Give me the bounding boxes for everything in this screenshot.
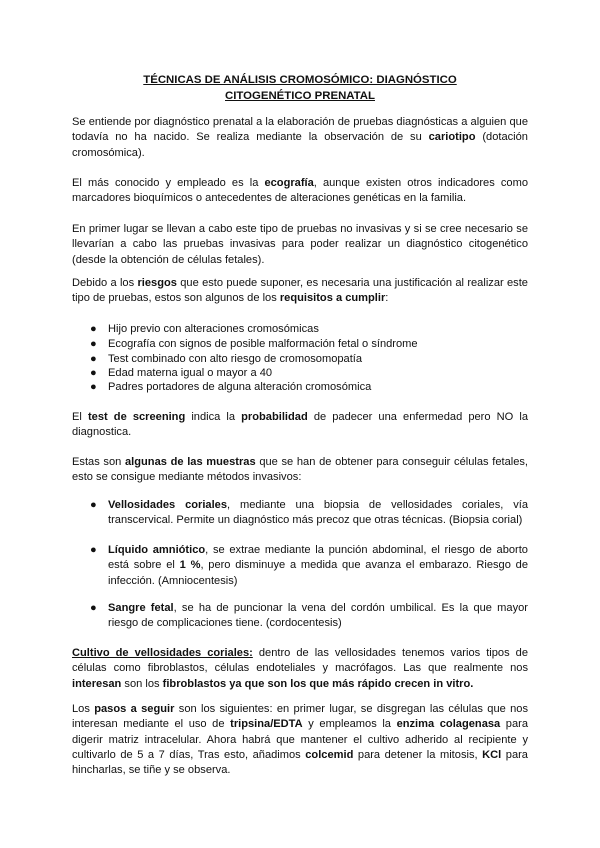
p8-text-k: para hincharlas, se tiñe y se observa. — [72, 748, 528, 777]
p1-text-a: Se entiende por diagnóstico prenatal a la elaboración de pruebas diagnósticas a alguien que todavía no ha nacido. Se realiza mediante la observación de su — [72, 116, 528, 144]
bullet-icon: ● — [90, 381, 97, 393]
p8-text-a: Los — [72, 703, 95, 715]
list-item-text: Ecografía con signos de posible malformación fetal o síndrome — [108, 338, 418, 350]
p5-bold-test: test de screening — [87, 411, 186, 423]
p5-text-e: de padecer una enfermedad pero NO la diagnostica. — [72, 411, 529, 439]
p8-bold-kcl: KCl — [482, 748, 502, 761]
paragraph-ecografia — [72, 176, 528, 207]
p1-bold-cariotipo: cariotipo — [428, 131, 476, 144]
list-item-text — [108, 601, 528, 632]
p2-bold-ecografia: ecografía — [264, 177, 314, 189]
muestra-description: , mediante una biopsia de vellosidades coriales, vía transcervical. Permite un diagnóstico más precoz que otras técnicas. (Biopsia corial) — [108, 499, 529, 527]
document-title-line-2: CITOGENÉTICO PRENATAL — [225, 90, 375, 102]
p4-bold-requisitos: requisitos a cumplir — [279, 292, 386, 305]
p3-text: En primer lugar se llevan a cabo este tipo de pruebas no invasivas y si se cree necesario se llevarían a cabo las pruebas invasivas para poder realizar un diagnóstico citogenético (desde la obtención de células fetales). — [72, 223, 528, 266]
list-item-text — [108, 543, 528, 589]
p4-text-c: que esto puede suponer, es necesaria una justificación al realizar este tipo de pruebas, estos son algunos de los — [72, 277, 528, 305]
muestra-description: , se ha de puncionar la vena del cordón umbilical. Es la que mayor riesgo de complicaciones tiene. (cordocentesis) — [108, 602, 528, 630]
paragraph-muestras — [72, 455, 528, 486]
p8-text-i: para detener la mitosis, — [353, 748, 483, 761]
list-item-text — [108, 498, 528, 529]
bullet-icon: ● — [90, 367, 97, 379]
p4-bold-riesgos: riesgos — [137, 277, 177, 289]
p7-bold-fibroblastos: fibroblastos ya que son los que más rápido crecen in vitro. — [162, 677, 474, 690]
p6-text-a: Estas son — [72, 456, 125, 468]
cultivo-heading: Cultivo de vellosidades coriales: — [72, 647, 253, 659]
p8-bold-tripsina: tripsina/EDTA — [230, 718, 303, 731]
p4-text-a: Debido a los — [72, 277, 138, 289]
bullet-icon: ● — [90, 353, 97, 365]
list-item-text: Test combinado con alto riesgo de cromosomopatía — [108, 353, 363, 365]
p8-text-g: para digerir matriz intracelular. Ahora habrá que mantener el cultivo adherido al recipiente y cultivarlo de 5 a 7 días, Tras esto, añadimos — [72, 718, 529, 761]
bullet-icon: ● — [90, 544, 97, 556]
p8-bold-colcemid: colcemid — [305, 748, 354, 761]
muestra-description-b: , pero disminuye a medida que avanza el embarazo. Riesgo de infección. (Amniocentesis) — [108, 559, 528, 587]
paragraph-pruebas-invasivas — [72, 222, 528, 268]
bullet-icon: ● — [90, 323, 97, 335]
p7-text-a: dentro de las vellosidades tenemos varios tipos de células como fibroblastos, células endoteliales y macrófagos. Las que realmente nos — [72, 647, 528, 675]
paragraph-riesgos — [72, 276, 528, 307]
p6-text-c: que se han de obtener para conseguir células fetales, esto se consigue mediante métodos invasivos: — [72, 456, 529, 484]
paragraph-cultivo — [72, 646, 528, 692]
p4-text-e: : — [385, 292, 389, 305]
p8-text-e: y empleamos la — [302, 718, 397, 731]
bullet-icon: ● — [90, 602, 97, 614]
bullet-icon: ● — [90, 499, 97, 511]
p8-bold-enzima: enzima colagenasa — [396, 718, 501, 731]
p5-text-a: El — [72, 411, 88, 423]
p2-text-c: , aunque existen otros indicadores como marcadores bioquímicos o antecedentes de alteraciones genéticas en la familia. — [72, 177, 528, 205]
muestra-name: Vellosidades coriales — [108, 499, 228, 511]
paragraph-test-screening — [72, 410, 528, 441]
list-item-text: Padres portadores de alguna alteración cromosómica — [108, 381, 372, 393]
bullet-icon: ● — [90, 338, 97, 350]
p5-text-c: indica la — [185, 411, 242, 423]
paragraph-diagnostico-prenatal — [72, 115, 528, 161]
list-item-text: Hijo previo con alteraciones cromosómicas — [108, 323, 319, 335]
paragraph-pasos — [72, 702, 528, 778]
muestra-name: Sangre fetal — [108, 602, 174, 614]
p8-bold-pasos: pasos a seguir — [94, 703, 175, 715]
muestra-riesgo-pct: 1 % — [179, 559, 201, 572]
muestra-name: Líquido amniótico — [108, 544, 206, 556]
p5-bold-probabilidad: probabilidad — [241, 411, 308, 423]
p6-bold-muestras: algunas de las muestras — [124, 456, 256, 468]
p7-bold-interesan: interesan — [72, 677, 122, 690]
document-title-line-1: TÉCNICAS DE ANÁLISIS CROMOSÓMICO: DIAGNÓSTICO — [143, 74, 457, 86]
list-item-text: Edad materna igual o mayor a 40 — [108, 367, 273, 379]
p8-text-c: son los siguientes: en primer lugar, se disgregan las células que nos interesan mediante el uso de — [72, 703, 529, 731]
muestra-description-a: , se extrae mediante la punción abdominal, el riesgo de aborto está sobre el — [108, 544, 528, 572]
p7-text-c: son los — [121, 677, 163, 690]
p2-text-a: El más conocido y empleado es la — [72, 177, 265, 189]
p1-text-c: (dotación cromosómica). — [72, 131, 528, 159]
